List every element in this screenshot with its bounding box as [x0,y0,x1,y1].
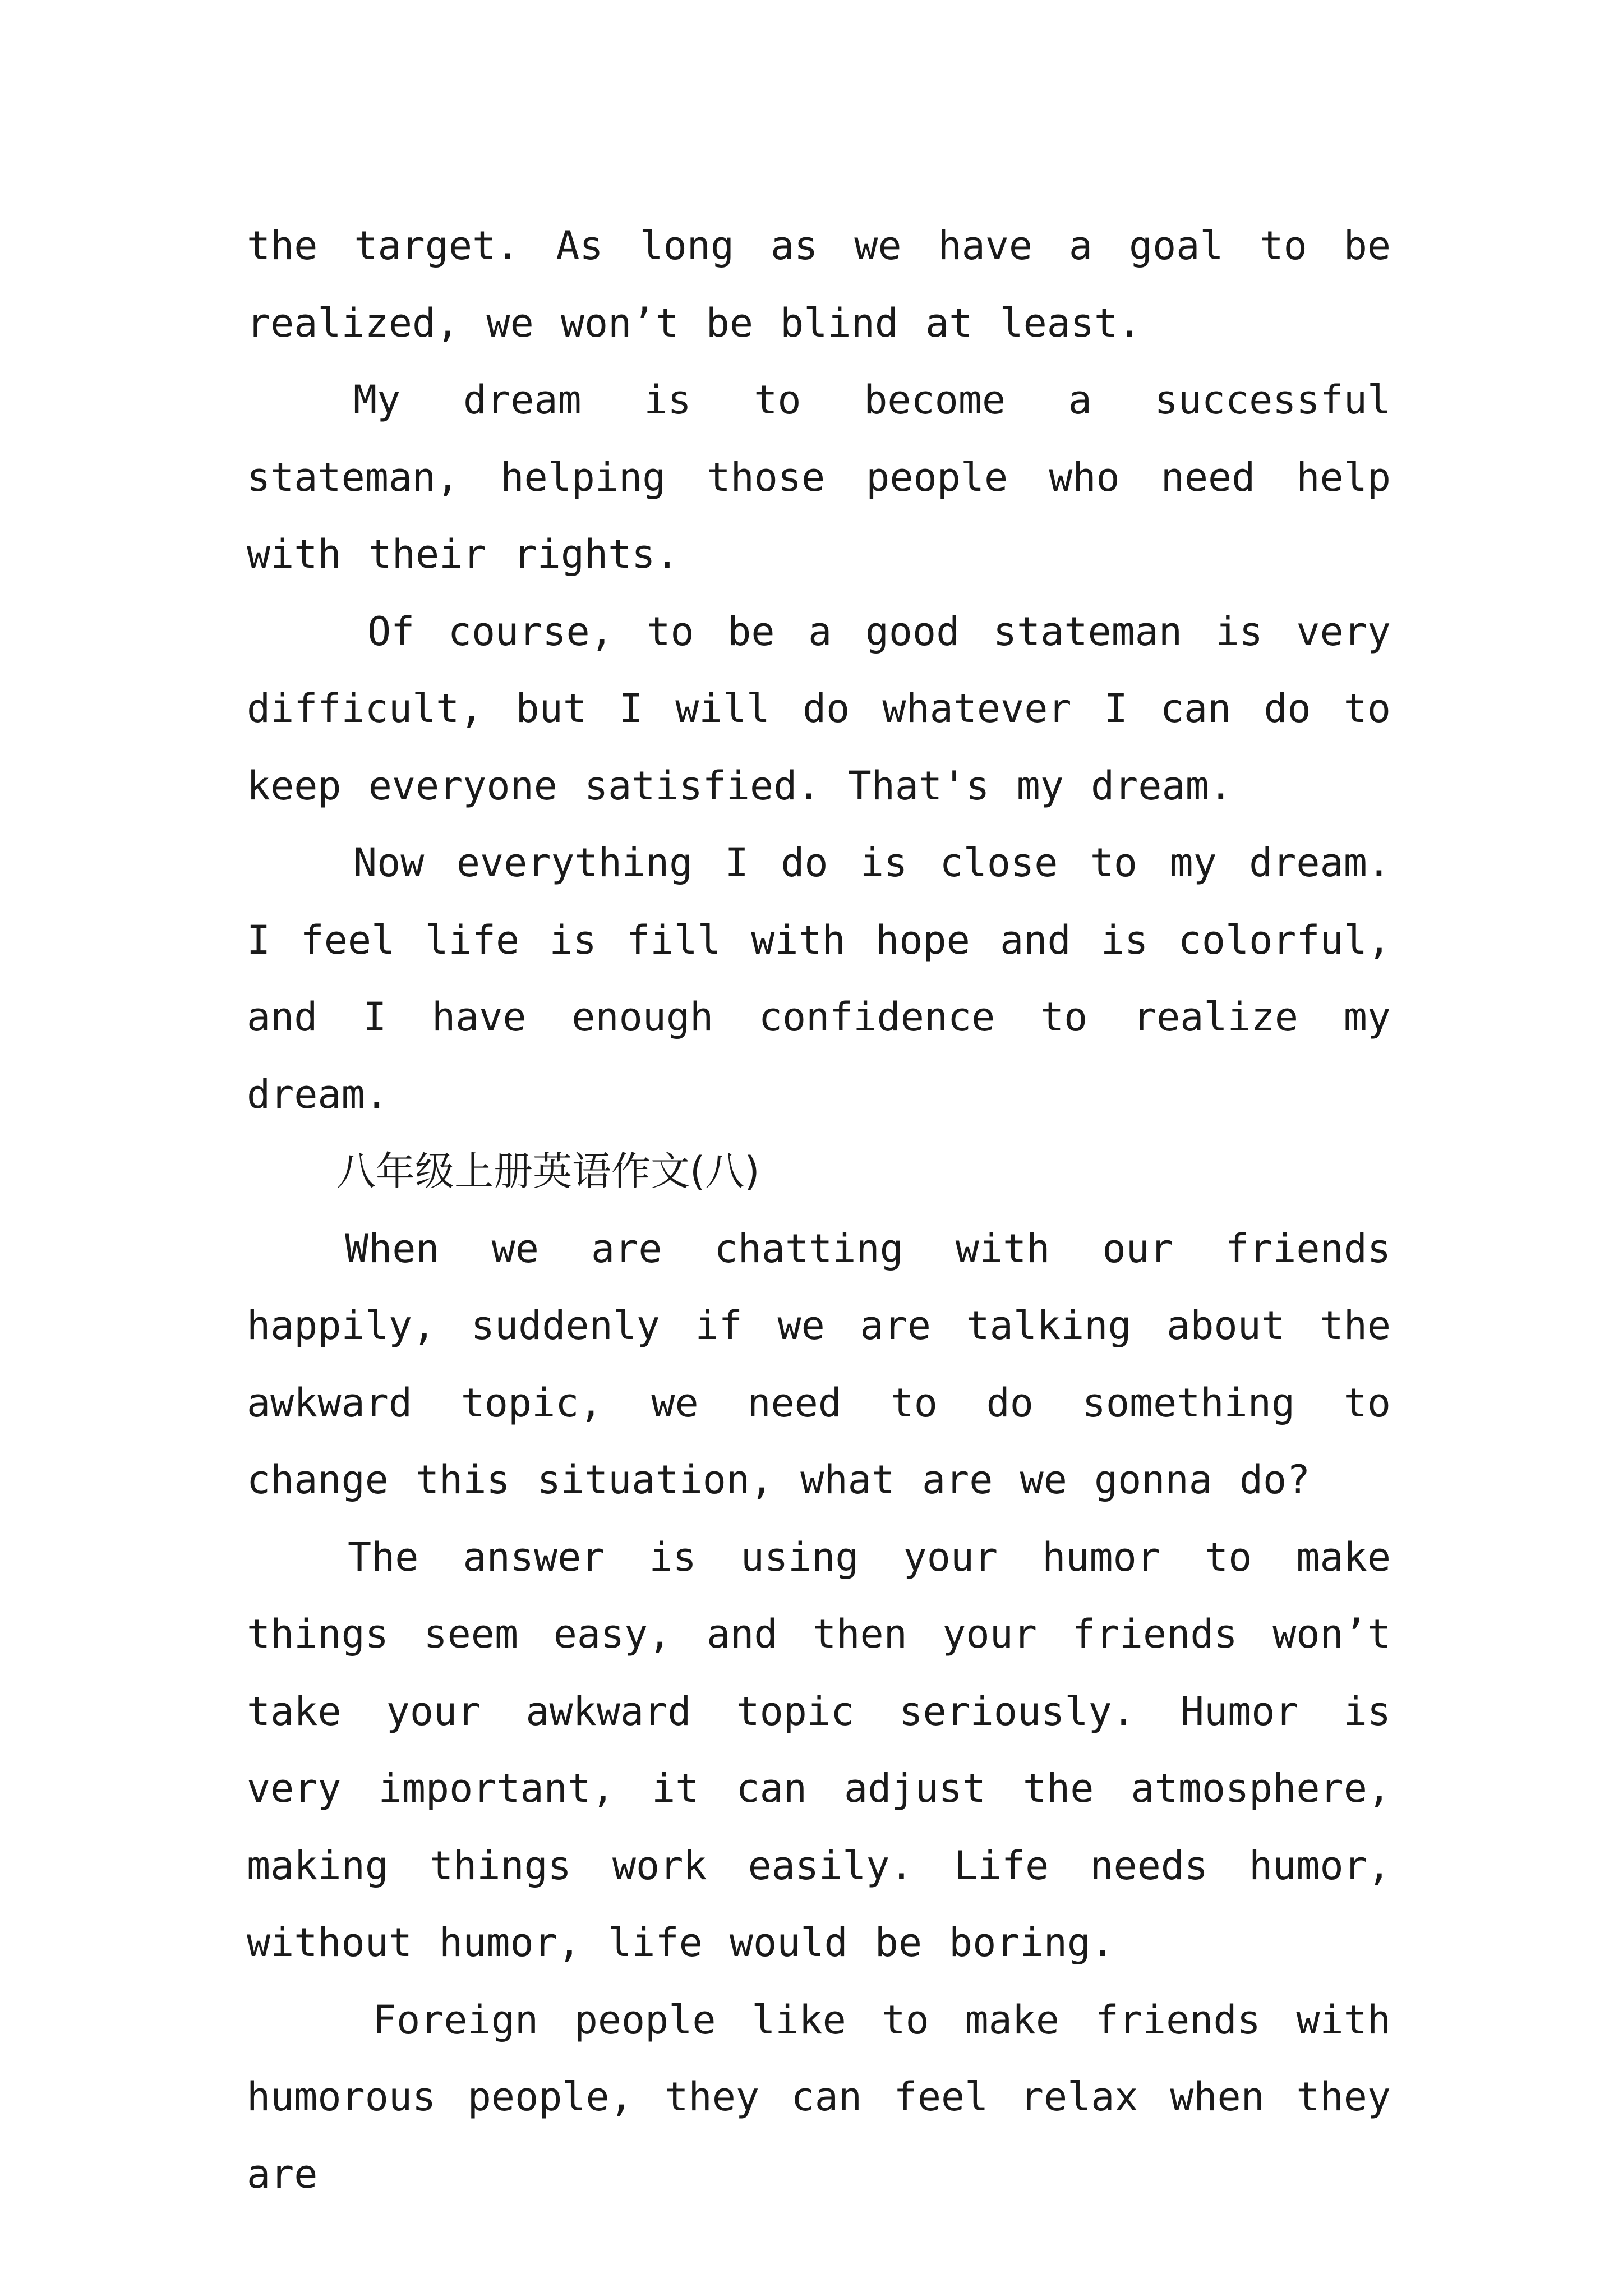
paragraph-now-everything: Now everything I do is close to my dream. I feel life is fill with hope and is colorful, and I have enough confidence to realize my dream. [247,840,1391,1117]
paragraph-answer: The answer is using your humor to make things seem easy, and then your friends won’t take your awkward topic seriously. Humor is very important, it can adjust the atmosphere, making things work easily. Life needs humor, without humor, life would be boring. [247,1534,1391,1966]
paragraph-dream: My dream is to become a successful stateman, helping those people who need help with their rights. [247,377,1391,577]
section-heading: 八年级上册英语作文(八) [336,1148,760,1194]
paragraph-of-course: Of course, to be a good stateman is very difficult, but I will do whatever I can do to keep everyone satisfied. That's my dream. [247,608,1391,809]
document-body [247,208,1391,2213]
paragraph-foreign-people: Foreign people like to make friends with humorous people, they can feel relax when they are [247,1996,1391,2197]
paragraph-continuation: the target. As long as we have a goal to be realized, we won’t be blind at least. [247,223,1391,346]
paragraph-chatting: When we are chatting with our friends happily, suddenly if we are talking about the awkward topic, we need to do something to change this situation, what are we gonna do? [247,1225,1391,1503]
